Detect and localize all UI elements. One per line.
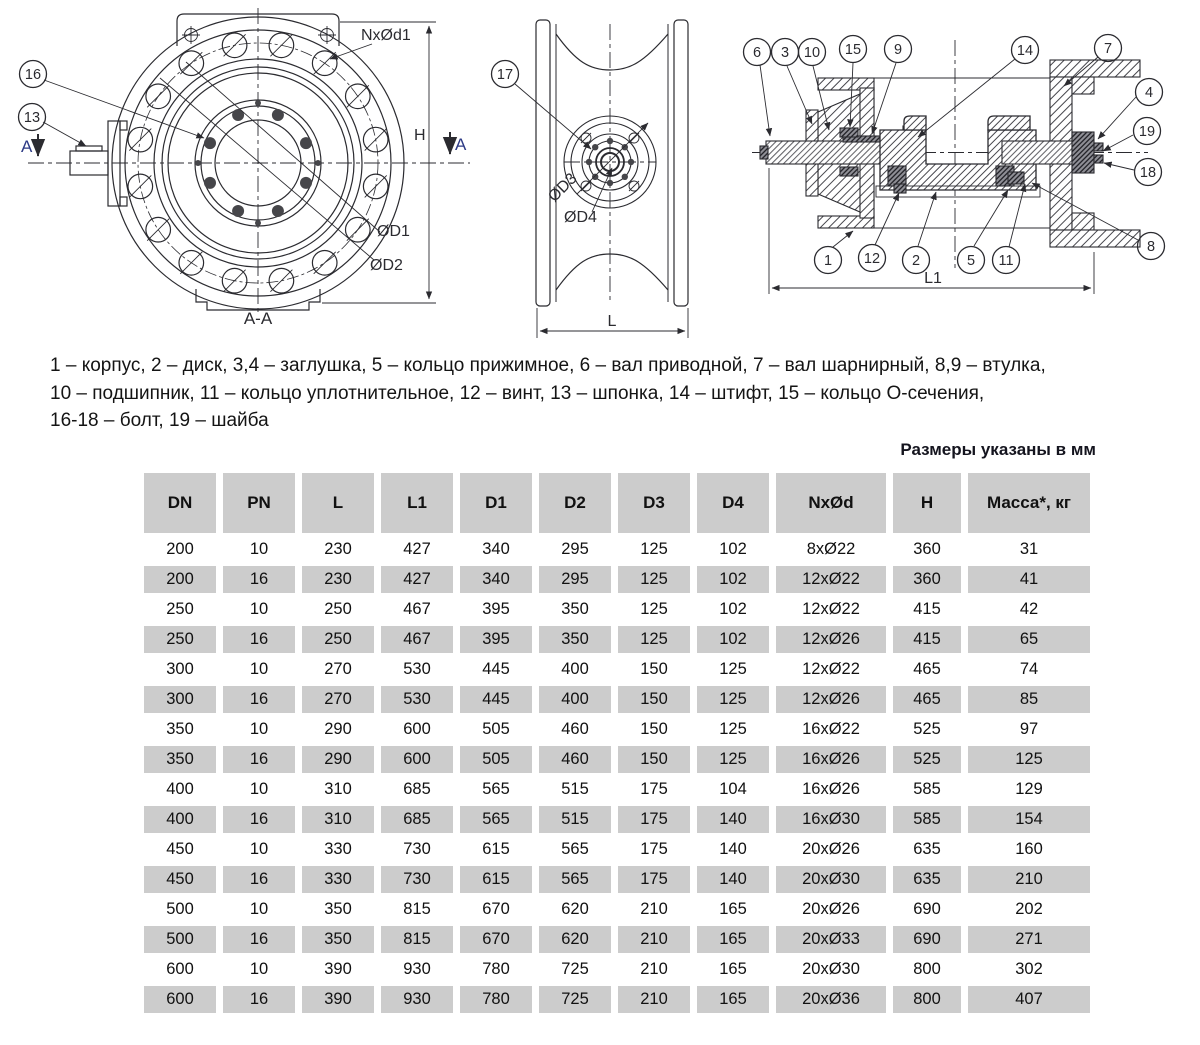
table-cell: 515 bbox=[539, 776, 611, 803]
table-header-cell: L bbox=[302, 473, 374, 533]
table-cell: 210 bbox=[618, 926, 690, 953]
table-cell: 150 bbox=[618, 746, 690, 773]
table-header-cell: D2 bbox=[539, 473, 611, 533]
table-cell: 467 bbox=[381, 596, 453, 623]
table-cell: 210 bbox=[968, 866, 1090, 893]
table-cell: 150 bbox=[618, 716, 690, 743]
table-cell: 140 bbox=[697, 806, 769, 833]
balloon-6 bbox=[744, 39, 771, 66]
table-cell: 10 bbox=[223, 716, 295, 743]
table-cell: 10 bbox=[223, 536, 295, 563]
table-row bbox=[144, 776, 1090, 803]
table-cell: 16 bbox=[223, 626, 295, 653]
units-note: Размеры указаны в мм bbox=[900, 440, 1096, 459]
table-cell: 340 bbox=[460, 566, 532, 593]
table-cell: 230 bbox=[302, 566, 374, 593]
legend-line: 1 – корпус, 2 – диск, 3,4 – заглушка, 5 – кольцо прижимное, 6 – вал приводной, 7 – вал шарнирный, 8,9 – втулка, bbox=[50, 355, 1046, 376]
table-cell: 125 bbox=[968, 746, 1090, 773]
table-cell: 565 bbox=[460, 806, 532, 833]
table-row bbox=[144, 716, 1090, 743]
table-cell: 16xØ26 bbox=[776, 776, 886, 803]
table-cell: 427 bbox=[381, 536, 453, 563]
table-cell: 10 bbox=[223, 596, 295, 623]
table-cell: 16 bbox=[223, 926, 295, 953]
table-cell: 102 bbox=[697, 596, 769, 623]
key bbox=[76, 146, 102, 151]
table-cell: 310 bbox=[302, 776, 374, 803]
trunnion-flange bbox=[108, 121, 120, 206]
table-cell: 565 bbox=[539, 836, 611, 863]
balloon-8 bbox=[1138, 233, 1165, 260]
table-cell: 165 bbox=[697, 926, 769, 953]
table-cell: 460 bbox=[539, 716, 611, 743]
table-row bbox=[144, 866, 1090, 893]
table-cell: 615 bbox=[460, 836, 532, 863]
table-cell: 16xØ26 bbox=[776, 746, 886, 773]
table-row bbox=[144, 566, 1090, 593]
body-top-curve bbox=[556, 34, 668, 70]
balloon-label: 4 bbox=[1144, 85, 1154, 101]
balloon-label: 10 bbox=[803, 45, 821, 61]
table-cell: 350 bbox=[144, 746, 216, 773]
table-cell: 467 bbox=[381, 626, 453, 653]
table-cell: 97 bbox=[968, 716, 1090, 743]
table-cell: 465 bbox=[893, 686, 961, 713]
table-cell: 270 bbox=[302, 686, 374, 713]
table-cell: 445 bbox=[460, 656, 532, 683]
table-cell: 600 bbox=[144, 956, 216, 983]
table-cell: 270 bbox=[302, 656, 374, 683]
table-cell: 85 bbox=[968, 686, 1090, 713]
table-cell: 450 bbox=[144, 866, 216, 893]
balloon-4 bbox=[1136, 79, 1163, 106]
table-cell: 16 bbox=[223, 566, 295, 593]
balloon-label: 12 bbox=[863, 251, 881, 267]
table-cell: 154 bbox=[968, 806, 1090, 833]
table-cell: 330 bbox=[302, 836, 374, 863]
balloon-1 bbox=[815, 247, 842, 274]
table-cell: 125 bbox=[618, 626, 690, 653]
d4-label: ØD4 bbox=[564, 209, 597, 226]
table-cell: 427 bbox=[381, 566, 453, 593]
dimensions-table-body bbox=[144, 536, 1090, 1013]
table-cell: 10 bbox=[223, 836, 295, 863]
table-cell: 395 bbox=[460, 596, 532, 623]
table-cell: 16xØ22 bbox=[776, 716, 886, 743]
balloon-label: 15 bbox=[844, 42, 862, 58]
table-cell: 415 bbox=[893, 626, 961, 653]
table-row bbox=[144, 746, 1090, 773]
balloon-19 bbox=[1134, 118, 1161, 145]
table-cell: 930 bbox=[381, 956, 453, 983]
table-cell: 400 bbox=[539, 656, 611, 683]
table-cell: 165 bbox=[697, 986, 769, 1013]
table-cell: 125 bbox=[697, 746, 769, 773]
end-plug bbox=[1072, 132, 1094, 173]
balloon-label: 19 bbox=[1138, 124, 1156, 140]
table-cell: 150 bbox=[618, 686, 690, 713]
table-cell: 16 bbox=[223, 986, 295, 1013]
table-cell: 250 bbox=[144, 626, 216, 653]
table-cell: 125 bbox=[697, 716, 769, 743]
table-cell: 295 bbox=[539, 566, 611, 593]
table-cell: 400 bbox=[144, 806, 216, 833]
balloon-label: 3 bbox=[780, 45, 790, 61]
table-cell: 165 bbox=[697, 956, 769, 983]
table-cell: 16 bbox=[223, 866, 295, 893]
body-bottom-curve bbox=[556, 254, 668, 290]
table-cell: 620 bbox=[539, 926, 611, 953]
table-cell: 129 bbox=[968, 776, 1090, 803]
table-cell: 635 bbox=[893, 866, 961, 893]
dimensions-table bbox=[137, 470, 1097, 1016]
table-cell: 390 bbox=[302, 986, 374, 1013]
shaft-stub bbox=[70, 121, 127, 206]
table-row bbox=[144, 956, 1090, 983]
table-cell: 360 bbox=[893, 536, 961, 563]
table-cell: 525 bbox=[893, 716, 961, 743]
table-cell: 600 bbox=[381, 716, 453, 743]
table-cell: 815 bbox=[381, 896, 453, 923]
side-view bbox=[492, 20, 689, 338]
table-cell: 10 bbox=[223, 656, 295, 683]
table-cell: 730 bbox=[381, 866, 453, 893]
table-cell: 505 bbox=[460, 746, 532, 773]
balloon-12 bbox=[859, 245, 886, 272]
table-cell: 140 bbox=[697, 866, 769, 893]
table-cell: 585 bbox=[893, 776, 961, 803]
table-cell: 407 bbox=[968, 986, 1090, 1013]
table-cell: 102 bbox=[697, 566, 769, 593]
table-cell: 200 bbox=[144, 536, 216, 563]
table-cell: 300 bbox=[144, 656, 216, 683]
table-cell: 690 bbox=[893, 896, 961, 923]
table-cell: 250 bbox=[302, 626, 374, 653]
table-cell: 390 bbox=[302, 956, 374, 983]
table-cell: 635 bbox=[893, 836, 961, 863]
table-cell: 165 bbox=[697, 896, 769, 923]
front-view bbox=[19, 8, 471, 328]
screw bbox=[894, 184, 906, 193]
technical-drawing bbox=[0, 0, 1200, 348]
table-cell: 42 bbox=[968, 596, 1090, 623]
table-cell: 16 bbox=[223, 746, 295, 773]
table-cell: 340 bbox=[460, 536, 532, 563]
balloon-label: 1 bbox=[823, 253, 833, 269]
table-header-cell: H bbox=[893, 473, 961, 533]
table-cell: 12xØ26 bbox=[776, 626, 886, 653]
table-cell: 295 bbox=[539, 536, 611, 563]
d1-label: ØD1 bbox=[377, 223, 410, 240]
table-cell: 350 bbox=[539, 596, 611, 623]
table-cell: 620 bbox=[539, 896, 611, 923]
d3-label: ØD3 bbox=[545, 170, 581, 206]
table-cell: 125 bbox=[618, 566, 690, 593]
table-cell: 150 bbox=[618, 656, 690, 683]
table-cell: 565 bbox=[539, 866, 611, 893]
balloon-label: 8 bbox=[1146, 239, 1156, 255]
table-cell: 600 bbox=[144, 986, 216, 1013]
table-cell: 415 bbox=[893, 596, 961, 623]
table-header-cell: L1 bbox=[381, 473, 453, 533]
table-cell: 685 bbox=[381, 806, 453, 833]
balloon-label: 7 bbox=[1103, 41, 1113, 57]
table-cell: 300 bbox=[144, 686, 216, 713]
table-cell: 20xØ30 bbox=[776, 866, 886, 893]
table-cell: 160 bbox=[968, 836, 1090, 863]
flange-right bbox=[674, 20, 688, 306]
table-cell: 395 bbox=[460, 626, 532, 653]
dimensions-table-grid bbox=[137, 470, 1097, 1016]
table-cell: 290 bbox=[302, 716, 374, 743]
table-header-cell: Масса*, кг bbox=[968, 473, 1090, 533]
balloon-15 bbox=[840, 36, 867, 63]
table-cell: 8xØ22 bbox=[776, 536, 886, 563]
table-cell: 12xØ22 bbox=[776, 596, 886, 623]
table-header-cell: PN bbox=[223, 473, 295, 533]
table-row bbox=[144, 626, 1090, 653]
table-header-cell: D1 bbox=[460, 473, 532, 533]
table-cell: 930 bbox=[381, 986, 453, 1013]
table-cell: 10 bbox=[223, 956, 295, 983]
table-row bbox=[144, 656, 1090, 683]
balloon-5 bbox=[958, 247, 985, 274]
table-cell: 20xØ33 bbox=[776, 926, 886, 953]
table-cell: 125 bbox=[697, 686, 769, 713]
section-view bbox=[744, 35, 1165, 295]
table-cell: 250 bbox=[144, 596, 216, 623]
length-dim-label: L bbox=[607, 313, 617, 330]
balloon-label: 18 bbox=[1139, 165, 1157, 181]
table-cell: 350 bbox=[539, 626, 611, 653]
table-cell: 140 bbox=[697, 836, 769, 863]
balloon-label: 5 bbox=[966, 253, 976, 269]
table-cell: 690 bbox=[893, 926, 961, 953]
table-cell: 505 bbox=[460, 716, 532, 743]
table-cell: 210 bbox=[618, 896, 690, 923]
table-cell: 465 bbox=[893, 656, 961, 683]
table-cell: 20xØ36 bbox=[776, 986, 886, 1013]
table-cell: 16 bbox=[223, 686, 295, 713]
table-cell: 104 bbox=[697, 776, 769, 803]
table-row bbox=[144, 896, 1090, 923]
table-cell: 780 bbox=[460, 956, 532, 983]
table-row bbox=[144, 986, 1090, 1013]
table-cell: 585 bbox=[893, 806, 961, 833]
balloon-10 bbox=[799, 39, 826, 66]
bolt-pattern-label: NxØd1 bbox=[361, 27, 411, 44]
table-cell: 74 bbox=[968, 656, 1090, 683]
d2-label: ØD2 bbox=[370, 257, 403, 274]
height-dim-label: H bbox=[414, 127, 426, 144]
table-cell: 41 bbox=[968, 566, 1090, 593]
table-cell: 125 bbox=[697, 656, 769, 683]
table-cell: 12xØ22 bbox=[776, 566, 886, 593]
table-cell: 565 bbox=[460, 776, 532, 803]
balloon-7 bbox=[1095, 35, 1122, 62]
table-cell: 202 bbox=[968, 896, 1090, 923]
table-cell: 530 bbox=[381, 686, 453, 713]
table-cell: 450 bbox=[144, 836, 216, 863]
balloon-label: 16 bbox=[24, 67, 42, 83]
table-cell: 350 bbox=[302, 896, 374, 923]
table-row bbox=[144, 536, 1090, 563]
balloon-13 bbox=[19, 104, 46, 131]
table-cell: 685 bbox=[381, 776, 453, 803]
table-cell: 175 bbox=[618, 806, 690, 833]
table-cell: 271 bbox=[968, 926, 1090, 953]
table-cell: 102 bbox=[697, 626, 769, 653]
table-cell: 230 bbox=[302, 536, 374, 563]
table-cell: 360 bbox=[893, 566, 961, 593]
balloon-label: 11 bbox=[998, 253, 1014, 269]
balloon-3 bbox=[772, 39, 799, 66]
table-cell: 20xØ30 bbox=[776, 956, 886, 983]
balloon-label: 9 bbox=[893, 42, 903, 58]
table-cell: 12xØ22 bbox=[776, 656, 886, 683]
table-cell: 175 bbox=[618, 836, 690, 863]
table-cell: 530 bbox=[381, 656, 453, 683]
table-cell: 250 bbox=[302, 596, 374, 623]
table-cell: 725 bbox=[539, 956, 611, 983]
table-cell: 65 bbox=[968, 626, 1090, 653]
table-cell: 670 bbox=[460, 896, 532, 923]
table-row bbox=[144, 926, 1090, 953]
table-header-cell: NxØd bbox=[776, 473, 886, 533]
section-caption: A-A bbox=[243, 309, 273, 328]
table-cell: 500 bbox=[144, 926, 216, 953]
section-letter-right: A bbox=[455, 135, 467, 154]
table-row bbox=[144, 596, 1090, 623]
table-cell: 125 bbox=[618, 536, 690, 563]
balloon-14 bbox=[1012, 37, 1039, 64]
table-header-row bbox=[144, 473, 1090, 533]
table-header-cell: D3 bbox=[618, 473, 690, 533]
table-row bbox=[144, 836, 1090, 863]
balloon-label: 6 bbox=[752, 45, 762, 61]
table-cell: 102 bbox=[697, 536, 769, 563]
legend-line: 10 – подшипник, 11 – кольцо уплотнительное, 12 – винт, 13 – шпонка, 14 – штифт, 15 – кольцо О-сечения, bbox=[50, 382, 985, 404]
table-cell: 500 bbox=[144, 896, 216, 923]
table-cell: 330 bbox=[302, 866, 374, 893]
table-cell: 780 bbox=[460, 986, 532, 1013]
balloon-11 bbox=[993, 247, 1020, 274]
balloon-18 bbox=[1135, 159, 1162, 186]
table-cell: 460 bbox=[539, 746, 611, 773]
table-cell: 210 bbox=[618, 986, 690, 1013]
table-cell: 125 bbox=[618, 596, 690, 623]
table-cell: 16xØ30 bbox=[776, 806, 886, 833]
section-letter-left: A bbox=[21, 137, 33, 156]
table-cell: 350 bbox=[144, 716, 216, 743]
table-cell: 515 bbox=[539, 806, 611, 833]
balloon-17 bbox=[492, 61, 519, 88]
table-cell: 20xØ26 bbox=[776, 896, 886, 923]
table-cell: 290 bbox=[302, 746, 374, 773]
length1-dim-label: L1 bbox=[924, 270, 942, 287]
table-cell: 20xØ26 bbox=[776, 836, 886, 863]
table-cell: 200 bbox=[144, 566, 216, 593]
table-cell: 350 bbox=[302, 926, 374, 953]
table-cell: 615 bbox=[460, 866, 532, 893]
table-cell: 730 bbox=[381, 836, 453, 863]
balloon-label: 13 bbox=[23, 110, 41, 126]
table-cell: 12xØ26 bbox=[776, 686, 886, 713]
table-cell: 16 bbox=[223, 806, 295, 833]
table-cell: 310 bbox=[302, 806, 374, 833]
flange-left bbox=[536, 20, 550, 306]
table-cell: 210 bbox=[618, 956, 690, 983]
table-row bbox=[144, 806, 1090, 833]
table-cell: 10 bbox=[223, 776, 295, 803]
table-cell: 725 bbox=[539, 986, 611, 1013]
balloon-9 bbox=[885, 36, 912, 63]
table-cell: 31 bbox=[968, 536, 1090, 563]
table-cell: 400 bbox=[539, 686, 611, 713]
table-cell: 525 bbox=[893, 746, 961, 773]
table-header-cell: DN bbox=[144, 473, 216, 533]
table-cell: 10 bbox=[223, 896, 295, 923]
balloon-16 bbox=[20, 61, 47, 88]
balloon-label: 14 bbox=[1016, 43, 1034, 59]
table-cell: 670 bbox=[460, 926, 532, 953]
table-cell: 800 bbox=[893, 956, 961, 983]
table-cell: 800 bbox=[893, 986, 961, 1013]
table-cell: 445 bbox=[460, 686, 532, 713]
table-cell: 302 bbox=[968, 956, 1090, 983]
table-cell: 175 bbox=[618, 866, 690, 893]
legend-line: 16-18 – болт, 19 – шайба bbox=[50, 410, 269, 431]
table-header-cell: D4 bbox=[697, 473, 769, 533]
table-cell: 175 bbox=[618, 776, 690, 803]
balloon-label: 17 bbox=[496, 67, 514, 83]
balloon-label: 2 bbox=[911, 253, 921, 269]
table-cell: 400 bbox=[144, 776, 216, 803]
table-cell: 600 bbox=[381, 746, 453, 773]
table-cell: 815 bbox=[381, 926, 453, 953]
parts-legend bbox=[50, 352, 1180, 435]
table-row bbox=[144, 686, 1090, 713]
